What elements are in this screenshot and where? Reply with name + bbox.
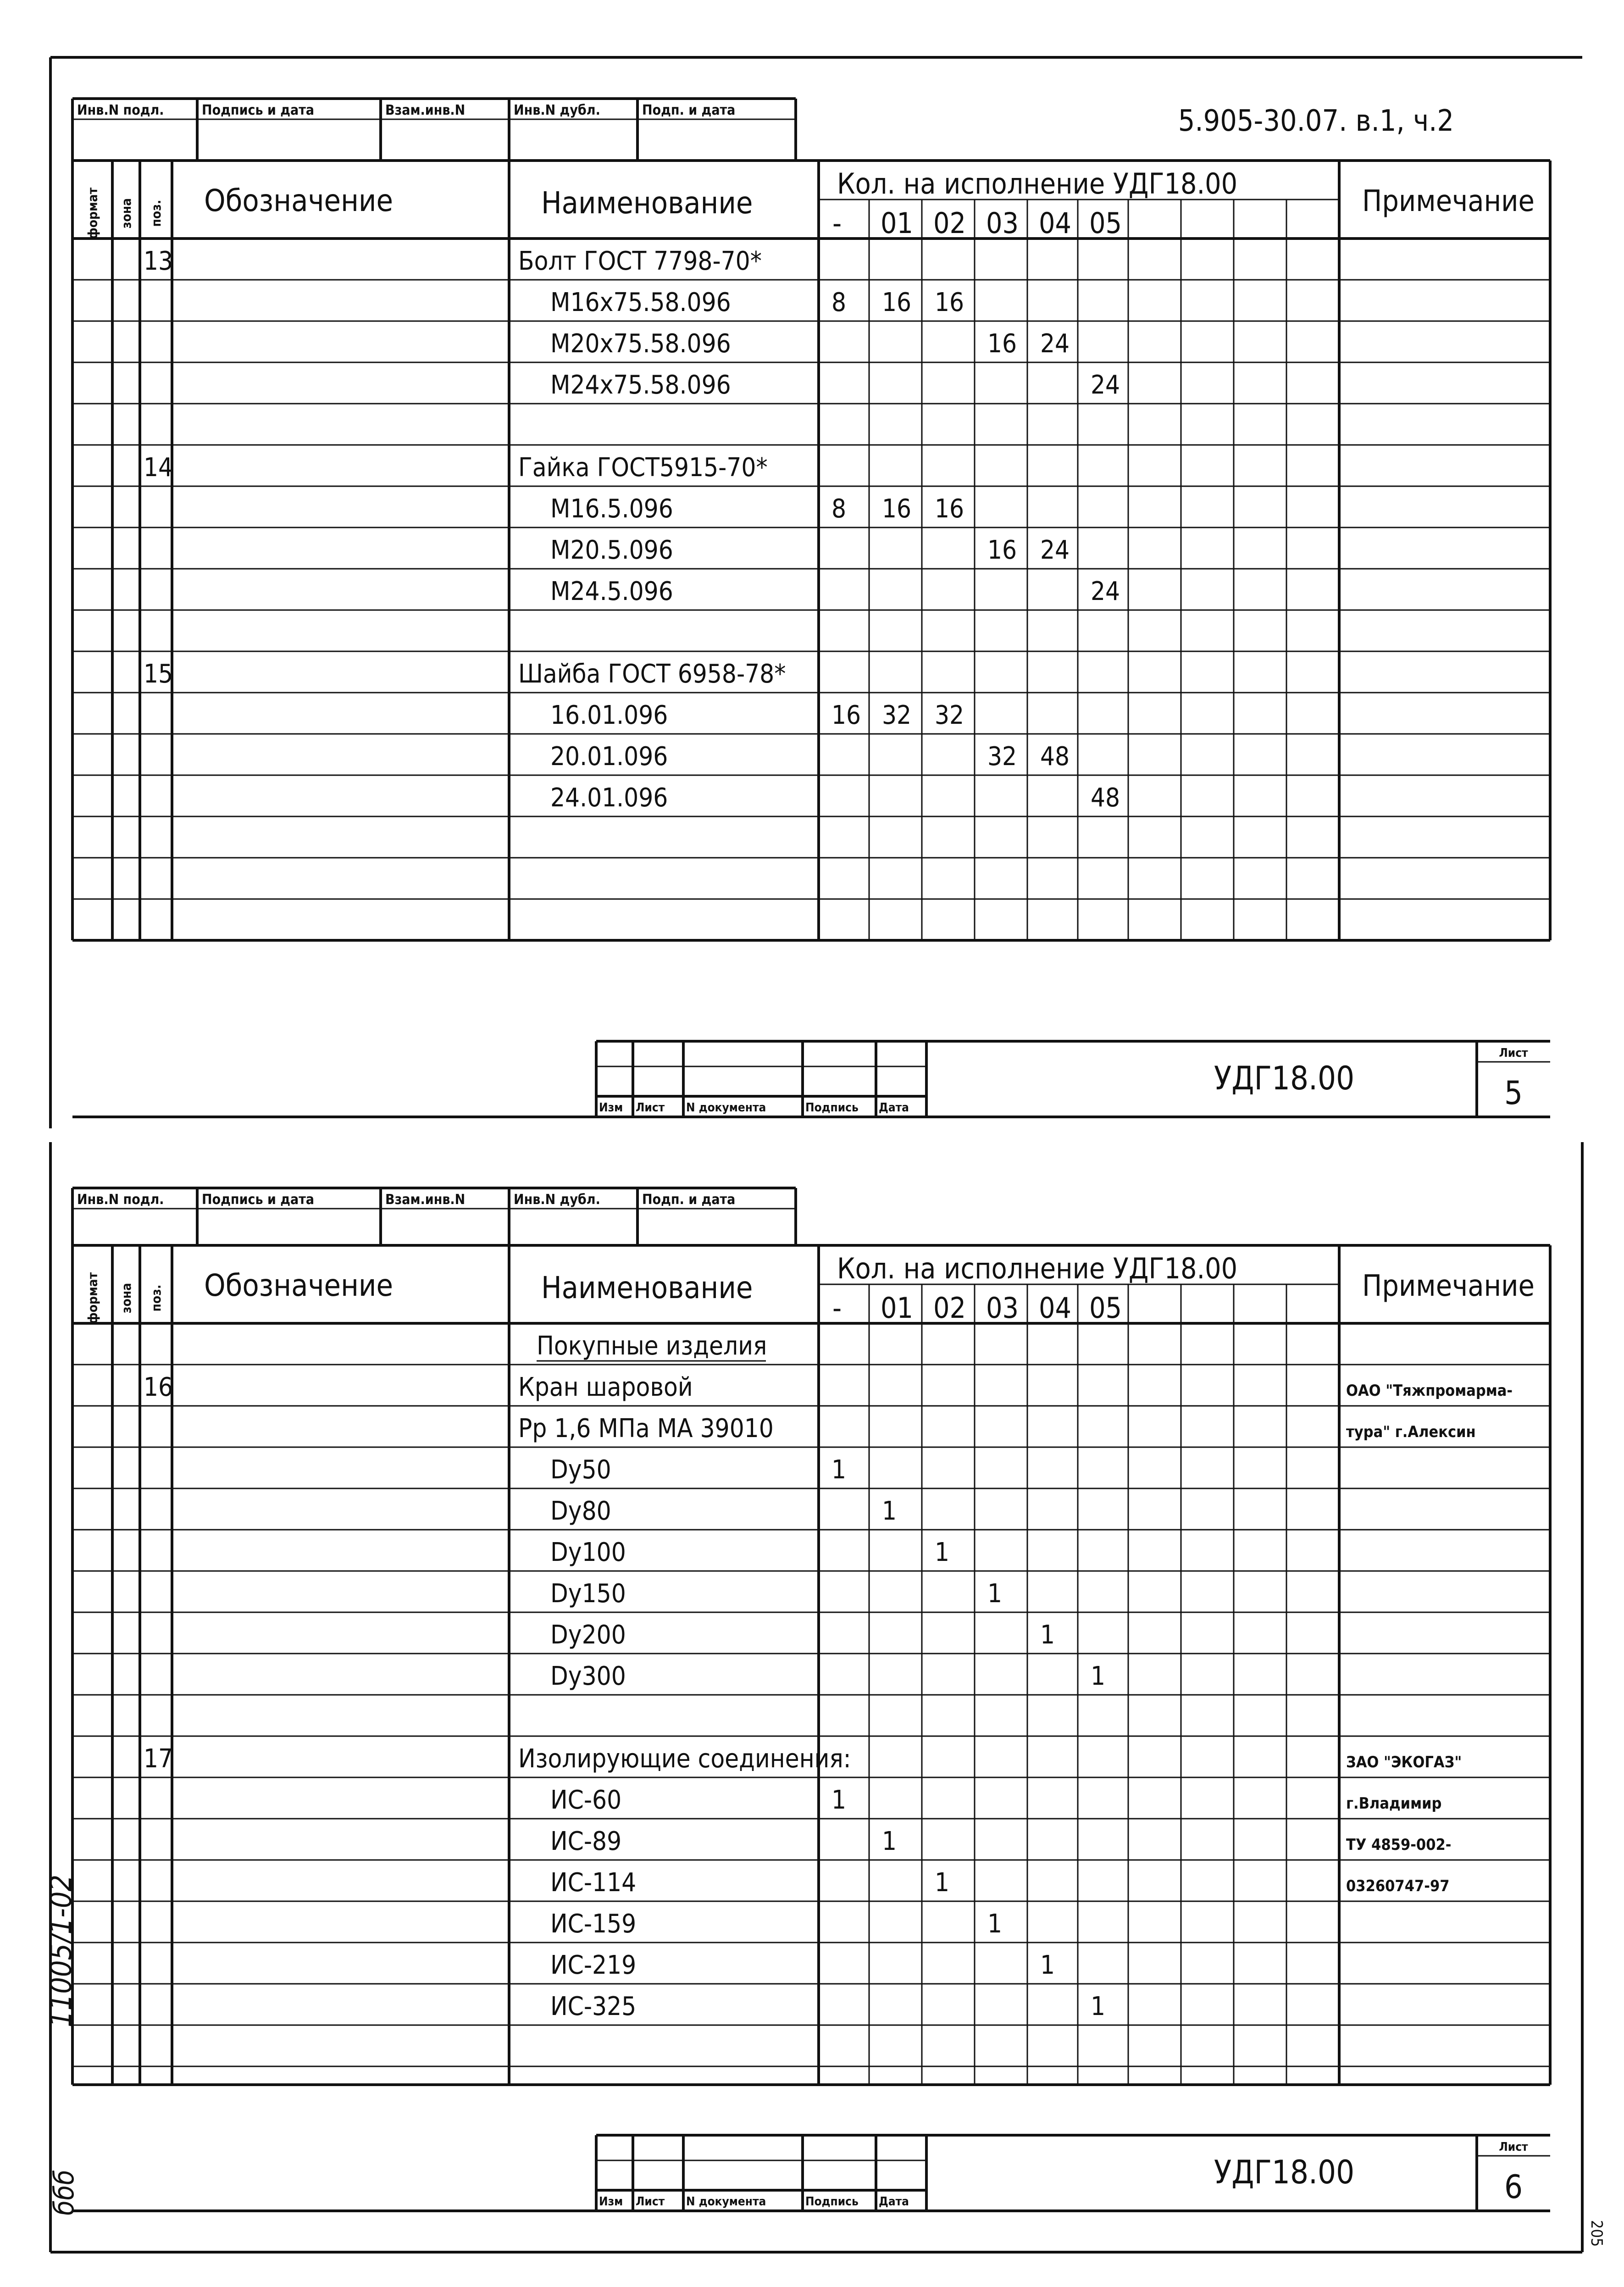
header-rotated: поз. <box>149 1284 164 1312</box>
stamp-label: Подп. и дата <box>642 1192 736 1208</box>
row-name: 16.01.096 <box>550 700 668 730</box>
row-name: М20.5.096 <box>550 535 673 565</box>
row-name: Кран шаровой <box>518 1372 693 1402</box>
row-name: Dy150 <box>550 1579 626 1609</box>
row-pos: 15 <box>144 659 173 689</box>
row-qty: 1 <box>935 1538 950 1567</box>
header-kol: Кол. на исполнение УДГ18.00 <box>837 1252 1238 1285</box>
title-block-label: N документа <box>686 2195 766 2209</box>
sheet-label: 205 <box>1587 2220 1606 2247</box>
title-block-label: Дата <box>879 1101 909 1115</box>
row-qty: 32 <box>882 700 912 730</box>
row-name: Dy50 <box>550 1455 611 1485</box>
row-qty: 24 <box>1040 329 1070 359</box>
header-naimenovanie: Наименование <box>541 185 753 221</box>
row-name: 24.01.096 <box>550 783 668 813</box>
row-note: тура" г.Алексин <box>1346 1423 1476 1441</box>
row-name: М20х75.58.096 <box>550 329 731 359</box>
stamp-label: Инв.N подл. <box>77 1192 164 1208</box>
column-header-02: 02 <box>933 1291 966 1325</box>
sheet-number: 5 <box>1504 1074 1523 1112</box>
title-block-label: Изм <box>599 1101 623 1115</box>
document-code: 5.905-30.07. в.1, ч.2 <box>1178 104 1454 138</box>
title-block-label: Лист <box>636 1101 665 1115</box>
row-pos: 14 <box>144 453 173 483</box>
row-pos: 17 <box>144 1744 173 1774</box>
row-name: М16х75.58.096 <box>550 288 731 317</box>
sheet-title: УДГ18.00 <box>1214 1060 1355 1097</box>
row-qty: 24 <box>1040 535 1070 565</box>
row-qty: 16 <box>882 288 912 317</box>
header-oboznachenie: Обозначение <box>204 1268 394 1303</box>
list-label: Лист <box>1499 1046 1528 1060</box>
row-name: Рр 1,6 МПа МА 39010 <box>518 1414 774 1443</box>
row-name: Dy100 <box>550 1538 626 1567</box>
signature-mark: ббб <box>48 2170 80 2215</box>
column-header-03: 03 <box>986 1291 1019 1325</box>
title-block-label: Лист <box>636 2195 665 2209</box>
column-header-05: 05 <box>1089 1291 1122 1325</box>
row-name: ИС-60 <box>550 1785 622 1815</box>
stamp-label: Подпись и дата <box>202 102 315 118</box>
row-name: Шайба ГОСТ 6958-78* <box>518 659 786 689</box>
column-header--: - <box>832 1291 842 1325</box>
header-kol: Кол. на исполнение УДГ18.00 <box>837 167 1238 200</box>
header-primechanie: Примечание <box>1362 184 1535 218</box>
header-rotated: зона <box>119 1282 134 1314</box>
row-name: Болт ГОСТ 7798-70* <box>518 246 762 276</box>
column-header-03: 03 <box>986 206 1019 240</box>
row-name: ИС-114 <box>550 1868 637 1898</box>
row-name: Гайка ГОСТ5915-70* <box>518 453 768 483</box>
row-name: ИС-89 <box>550 1826 622 1856</box>
row-name: ИС-219 <box>550 1950 637 1980</box>
row-qty: 16 <box>935 494 964 524</box>
row-qty: 24 <box>1091 370 1120 400</box>
column-header-05: 05 <box>1089 206 1122 240</box>
stamp-label: Подпись и дата <box>202 1192 315 1208</box>
header-naimenovanie: Наименование <box>541 1270 753 1305</box>
row-qty: 16 <box>882 494 912 524</box>
sheet-title: УДГ18.00 <box>1214 2154 1355 2191</box>
title-block-label: Дата <box>879 2195 909 2209</box>
stamp-label: Инв.N дубл. <box>514 1192 600 1208</box>
row-name: Dy300 <box>550 1661 626 1691</box>
row-name: ИС-325 <box>550 1992 637 2021</box>
row-qty: 1 <box>1040 1950 1055 1980</box>
row-qty: 1 <box>882 1826 897 1856</box>
row-qty: 1 <box>882 1496 897 1526</box>
stamp-label: Инв.N подл. <box>77 102 164 118</box>
row-name: Dy200 <box>550 1620 626 1650</box>
row-qty: 1 <box>987 1579 1003 1609</box>
row-note: ЗАО "ЭКОГАЗ" <box>1346 1753 1462 1771</box>
row-qty: 1 <box>1091 1992 1106 2021</box>
row-name: 20.01.096 <box>550 742 668 772</box>
row-name: Изолирующие соединения: <box>518 1744 851 1774</box>
header-primechanie: Примечание <box>1362 1269 1535 1303</box>
row-qty: 1 <box>987 1909 1003 1939</box>
row-note: ТУ 4859-002- <box>1346 1836 1452 1854</box>
title-block-label: Подпись <box>805 2195 859 2209</box>
row-qty: 32 <box>987 742 1017 772</box>
sheet-number: 6 <box>1504 2168 1523 2206</box>
title-block-label: N документа <box>686 1101 766 1115</box>
row-qty: 24 <box>1091 577 1120 606</box>
list-label: Лист <box>1499 2140 1528 2154</box>
row-note: ОАО "Тяжпромарма- <box>1346 1382 1513 1400</box>
title-block-label: Подпись <box>805 1101 859 1115</box>
header-rotated: поз. <box>149 200 164 227</box>
row-qty: 8 <box>831 494 847 524</box>
stamp-label: Подп. и дата <box>642 102 736 118</box>
row-qty: 1 <box>935 1868 950 1898</box>
row-qty: 1 <box>1091 1661 1106 1691</box>
row-qty: 16 <box>831 700 861 730</box>
row-pos: 16 <box>144 1372 173 1402</box>
header-rotated: формат <box>85 1272 100 1324</box>
column-header-01: 01 <box>881 206 913 240</box>
row-note: 03260747-97 <box>1346 1877 1450 1895</box>
column-header-02: 02 <box>933 206 966 240</box>
row-name: М24.5.096 <box>550 577 673 606</box>
column-header-01: 01 <box>881 1291 913 1325</box>
row-qty: 48 <box>1040 742 1070 772</box>
column-header-04: 04 <box>1039 206 1071 240</box>
column-header--: - <box>832 206 842 240</box>
row-name: М24х75.58.096 <box>550 370 731 400</box>
row-name: ИС-159 <box>550 1909 637 1939</box>
row-qty: 1 <box>831 1455 847 1485</box>
stamp-label: Инв.N дубл. <box>514 102 600 118</box>
row-name: Dy80 <box>550 1496 611 1526</box>
stamp-label: Взам.инв.N <box>385 102 466 118</box>
header-rotated: зона <box>119 198 134 229</box>
row-note: г.Владимир <box>1346 1794 1442 1813</box>
header-oboznachenie: Обозначение <box>204 183 394 218</box>
row-qty: 1 <box>831 1785 847 1815</box>
row-qty: 48 <box>1091 783 1120 813</box>
row-qty: 1 <box>1040 1620 1055 1650</box>
row-qty: 8 <box>831 288 847 317</box>
header-rotated: формат <box>85 187 100 239</box>
title-block-label: Изм <box>599 2195 623 2209</box>
row-qty: 32 <box>935 700 964 730</box>
row-qty: 16 <box>935 288 964 317</box>
row-qty: 16 <box>987 329 1017 359</box>
row-qty: 16 <box>987 535 1017 565</box>
column-header-04: 04 <box>1039 1291 1071 1325</box>
row-name: Покупные изделия <box>537 1331 767 1361</box>
row-name: М16.5.096 <box>550 494 673 524</box>
stamp-label: Взам.инв.N <box>385 1192 466 1208</box>
archive-number: 11005/1-02 <box>44 1874 78 2027</box>
row-pos: 13 <box>144 246 173 276</box>
